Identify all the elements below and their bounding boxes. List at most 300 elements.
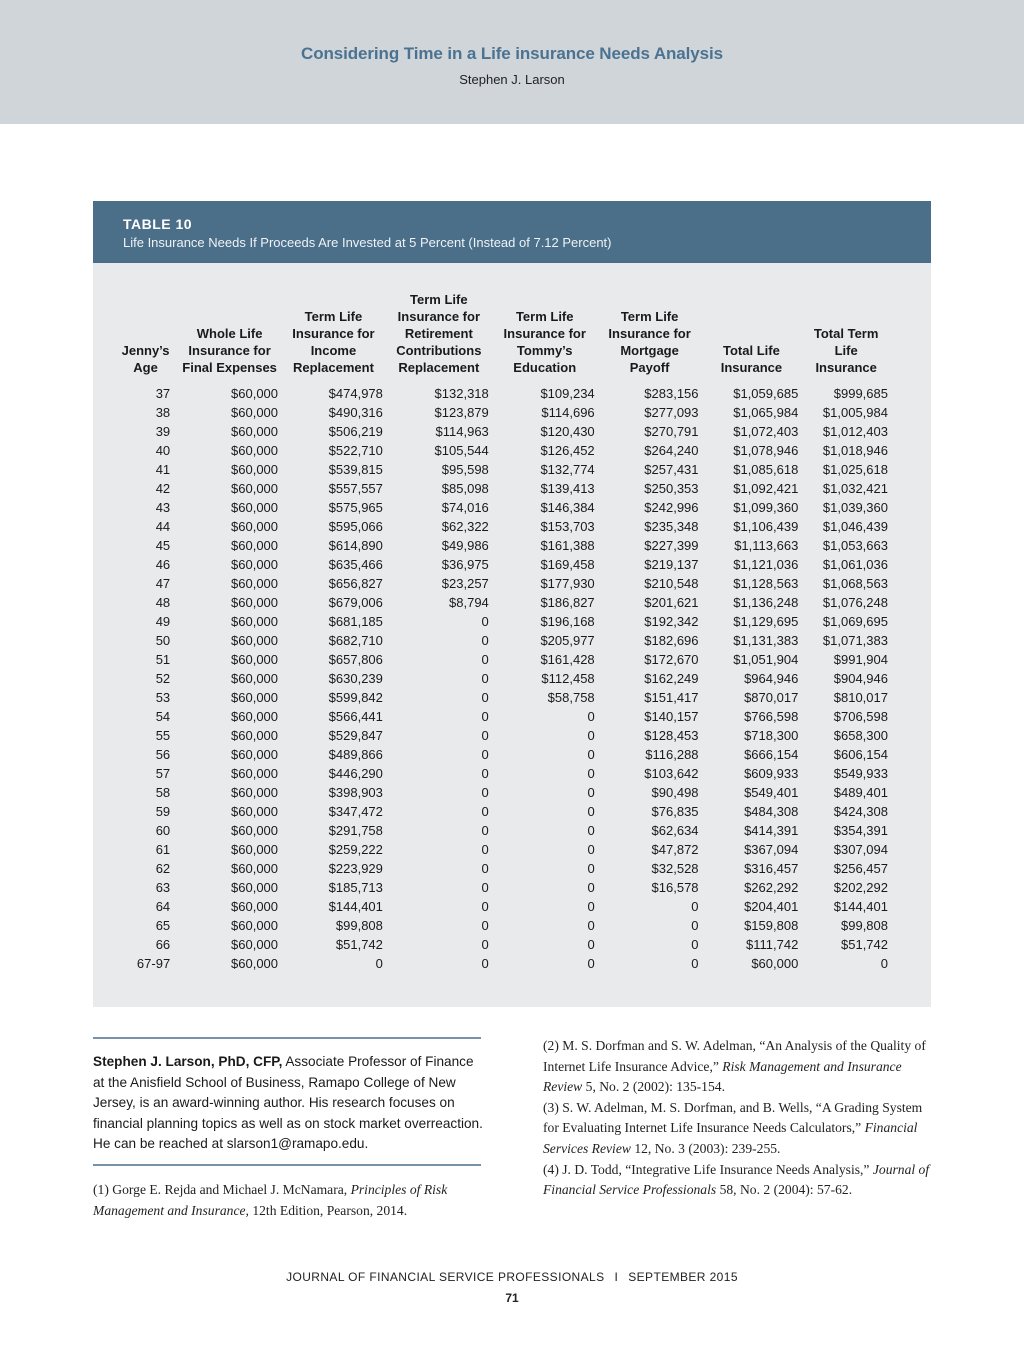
table-cell: $1,078,946 bbox=[733, 443, 799, 458]
table-cell: $256,457 bbox=[833, 861, 888, 876]
table-cell: $259,222 bbox=[328, 842, 383, 857]
table-cell: $1,065,984 bbox=[733, 405, 799, 420]
table-cell: $120,430 bbox=[540, 424, 595, 439]
table-cell: $60,000 bbox=[231, 728, 279, 743]
page-footer bbox=[0, 1270, 1024, 1284]
table-cell: 61 bbox=[155, 842, 171, 857]
header-total-life: Total Life Insurance bbox=[720, 343, 783, 375]
table-cell: 0 bbox=[880, 956, 888, 971]
table-cell: $99,808 bbox=[841, 918, 888, 933]
table-cell: 0 bbox=[587, 728, 595, 743]
table-cell: $95,598 bbox=[441, 462, 489, 477]
table-cell: $140,157 bbox=[644, 709, 699, 724]
table-cell: $1,106,439 bbox=[733, 519, 799, 534]
table-cell: 0 bbox=[481, 690, 489, 705]
table-row bbox=[113, 897, 891, 916]
table-cell: $114,696 bbox=[541, 405, 595, 420]
table-cell: $307,094 bbox=[833, 842, 888, 857]
table-cell: $1,046,439 bbox=[822, 519, 888, 534]
table-cell: $51,742 bbox=[335, 937, 383, 952]
article-author: Stephen J. Larson bbox=[459, 72, 565, 87]
table-cell: $114,963 bbox=[435, 424, 489, 439]
table-row bbox=[113, 859, 891, 878]
table-cell: $36,975 bbox=[441, 557, 489, 572]
table-cell: $414,391 bbox=[744, 823, 799, 838]
footer-date: SEPTEMBER 2015 bbox=[628, 1270, 738, 1284]
table-cell: $58,758 bbox=[547, 690, 595, 705]
table-cell: 51 bbox=[155, 652, 171, 667]
table-cell: 0 bbox=[481, 937, 489, 952]
table-row bbox=[113, 403, 891, 422]
table-cell: 0 bbox=[587, 937, 595, 952]
table-cell: $766,598 bbox=[744, 709, 799, 724]
table-cell: $60,000 bbox=[231, 880, 279, 895]
table-cell: $656,827 bbox=[328, 576, 383, 591]
table-cell: 62 bbox=[155, 861, 171, 876]
table-cell: $185,713 bbox=[328, 880, 383, 895]
table-cell: 48 bbox=[155, 595, 171, 610]
table-cell: $657,806 bbox=[328, 652, 383, 667]
table-cell: 40 bbox=[155, 443, 171, 458]
table-cell: $112,458 bbox=[541, 671, 595, 686]
table-cell: $172,670 bbox=[644, 652, 699, 667]
table-cell: $144,401 bbox=[833, 899, 888, 914]
table-cell: 0 bbox=[481, 956, 489, 971]
table-cell: $264,240 bbox=[644, 443, 699, 458]
table-cell: 59 bbox=[155, 804, 171, 819]
table-cell: $1,099,360 bbox=[733, 500, 799, 515]
table-cell: $1,113,663 bbox=[734, 538, 799, 553]
table-cell: $60,000 bbox=[231, 785, 279, 800]
table-cell: 0 bbox=[587, 766, 595, 781]
table-cell: 0 bbox=[587, 785, 595, 800]
table-cell: $223,929 bbox=[328, 861, 383, 876]
table-cell: $1,053,663 bbox=[822, 538, 888, 553]
table-cell: $161,388 bbox=[540, 538, 595, 553]
table-cell: $202,292 bbox=[833, 880, 888, 895]
table-cell: 44 bbox=[155, 519, 171, 534]
table-row bbox=[113, 726, 891, 745]
table-cell: 0 bbox=[481, 614, 489, 629]
table-cell: 0 bbox=[691, 899, 699, 914]
table-cell: $60,000 bbox=[231, 899, 279, 914]
table-cell: 60 bbox=[155, 823, 171, 838]
table-header-row bbox=[113, 291, 891, 384]
table-cell: $424,308 bbox=[833, 804, 888, 819]
table-cell: $718,300 bbox=[744, 728, 799, 743]
table-cell: $575,965 bbox=[328, 500, 383, 515]
table-row bbox=[113, 460, 891, 479]
reference-3: (3) S. W. Adelman, M. S. Dorfman, and B. Wells, “A Grading System for Evaluating Internet Life Insurance Needs Calculators,” Financial Services Review 12, No. 3 (2003): 239-255. bbox=[543, 1099, 923, 1156]
table-cell: $1,025,618 bbox=[822, 462, 888, 477]
table-cell: $76,835 bbox=[651, 804, 699, 819]
table-cell: 43 bbox=[155, 500, 171, 515]
table-cell: 0 bbox=[481, 747, 489, 762]
header-income-replacement: Term Life Insurance for Income Replacement bbox=[292, 309, 375, 375]
table-cell: 0 bbox=[481, 918, 489, 933]
table-row bbox=[113, 764, 891, 783]
table-cell: $60,000 bbox=[231, 557, 279, 572]
table-cell: $1,069,695 bbox=[822, 614, 888, 629]
table-cell: 0 bbox=[691, 956, 699, 971]
table-cell: $316,457 bbox=[744, 861, 799, 876]
table-cell: 49 bbox=[155, 614, 171, 629]
table-cell: $1,072,403 bbox=[733, 424, 799, 439]
bio-top-rule bbox=[93, 1037, 481, 1039]
table-cell: 55 bbox=[155, 728, 171, 743]
table-cell: 53 bbox=[155, 690, 171, 705]
table-cell: $277,093 bbox=[644, 405, 699, 420]
table-cell: $1,068,563 bbox=[822, 576, 888, 591]
table-cell: $367,094 bbox=[744, 842, 799, 857]
table-cell: $1,092,421 bbox=[733, 481, 799, 496]
table-row bbox=[113, 498, 891, 517]
table-label: TABLE 10 bbox=[123, 216, 193, 232]
table-cell: $99,808 bbox=[335, 918, 383, 933]
table-row bbox=[113, 422, 891, 441]
table-cell: $109,234 bbox=[540, 386, 595, 401]
header-age: Jenny’s Age bbox=[121, 343, 170, 375]
table-cell: $549,401 bbox=[744, 785, 799, 800]
table-cell: $870,017 bbox=[744, 690, 799, 705]
table-cell: $123,879 bbox=[434, 405, 489, 420]
bio-name: Stephen J. Larson, PhD, CFP, bbox=[93, 1054, 283, 1069]
table-cell: $60,000 bbox=[231, 443, 279, 458]
table-row bbox=[113, 441, 891, 460]
table-cell: $609,933 bbox=[744, 766, 799, 781]
table-cell: $354,391 bbox=[833, 823, 888, 838]
table-row bbox=[113, 650, 891, 669]
table-cell: $681,185 bbox=[328, 614, 383, 629]
footer-journal: JOURNAL OF FINANCIAL SERVICE PROFESSIONALS bbox=[286, 1270, 605, 1284]
table-cell: $489,401 bbox=[833, 785, 888, 800]
table-row bbox=[113, 555, 891, 574]
table-cell: $62,634 bbox=[651, 823, 699, 838]
table-cell: 63 bbox=[155, 880, 171, 895]
table-cell: $177,930 bbox=[540, 576, 595, 591]
table-row bbox=[113, 669, 891, 688]
table-cell: 0 bbox=[481, 861, 489, 876]
table-cell: $1,051,904 bbox=[733, 652, 799, 667]
table-row bbox=[113, 612, 891, 631]
table-cell: $1,129,695 bbox=[733, 614, 799, 629]
table-cell: 58 bbox=[155, 785, 171, 800]
table-cell: $60,000 bbox=[231, 804, 279, 819]
table-cell: $161,428 bbox=[540, 652, 595, 667]
table-cell: 0 bbox=[587, 861, 595, 876]
table-cell: $196,168 bbox=[540, 614, 595, 629]
table-cell: 0 bbox=[481, 823, 489, 838]
table-cell: $257,431 bbox=[644, 462, 699, 477]
page-number: 71 bbox=[505, 1291, 519, 1305]
table-cell: 50 bbox=[155, 633, 171, 648]
table-cell: $250,353 bbox=[644, 481, 699, 496]
table-cell: 54 bbox=[155, 709, 171, 724]
table-cell: $549,933 bbox=[833, 766, 888, 781]
table-row bbox=[113, 593, 891, 612]
table-cell: $1,076,248 bbox=[822, 595, 888, 610]
table-cell: $60,000 bbox=[231, 576, 279, 591]
table-cell: $219,137 bbox=[644, 557, 699, 572]
table-cell: $1,128,563 bbox=[733, 576, 799, 591]
table-cell: $60,000 bbox=[751, 956, 799, 971]
table-cell: 0 bbox=[481, 785, 489, 800]
table-cell: $60,000 bbox=[231, 519, 279, 534]
table-cell: 42 bbox=[155, 481, 171, 496]
table-cell: $60,000 bbox=[231, 424, 279, 439]
table-cell: 0 bbox=[481, 652, 489, 667]
table-row bbox=[113, 783, 891, 802]
table-row bbox=[113, 878, 891, 897]
table-cell: 0 bbox=[587, 709, 595, 724]
table-cell: $398,903 bbox=[328, 785, 383, 800]
table-cell: $60,000 bbox=[231, 671, 279, 686]
table-row bbox=[113, 745, 891, 764]
table-cell: $270,791 bbox=[644, 424, 699, 439]
table-cell: $85,098 bbox=[441, 481, 489, 496]
table-row bbox=[113, 840, 891, 859]
life-insurance-needs-table bbox=[113, 291, 891, 973]
references-right-column bbox=[543, 1036, 935, 1201]
table-cell: $1,085,618 bbox=[733, 462, 799, 477]
table-cell: $60,000 bbox=[231, 595, 279, 610]
reference-1: (1) Gorge E. Rejda and Michael J. McNamara, Principles of Risk Management and Insurance, 12th Edition, Pearson, 2014. bbox=[93, 1182, 448, 1218]
table-cell: $606,154 bbox=[833, 747, 888, 762]
table-cell: $162,249 bbox=[644, 671, 699, 686]
table-cell: $105,544 bbox=[434, 443, 489, 458]
table-cell: 0 bbox=[481, 804, 489, 819]
table-cell: $60,000 bbox=[231, 652, 279, 667]
table-cell: $60,000 bbox=[231, 633, 279, 648]
reference-4: (4) J. D. Todd, “Integrative Life Insurance Needs Analysis,” Journal of Financial Service Professionals 58, No. 2 (2004): 57-62. bbox=[543, 1161, 930, 1198]
bio-bottom-rule bbox=[93, 1164, 481, 1166]
table-cell: $126,452 bbox=[540, 443, 595, 458]
table-cell: 0 bbox=[691, 937, 699, 952]
table-cell: $484,308 bbox=[744, 804, 799, 819]
table-cell: 65 bbox=[155, 918, 171, 933]
table-cell: $666,154 bbox=[744, 747, 799, 762]
table-cell: $32,528 bbox=[651, 861, 699, 876]
author-bio bbox=[93, 1052, 483, 1155]
table-cell: $599,842 bbox=[328, 690, 383, 705]
table-cell: $1,018,946 bbox=[822, 443, 888, 458]
table-cell: $60,000 bbox=[231, 937, 279, 952]
table-cell: $489,866 bbox=[328, 747, 383, 762]
table-title-bar bbox=[93, 201, 931, 263]
table-cell: $132,774 bbox=[540, 462, 595, 477]
table-cell: $201,621 bbox=[644, 595, 699, 610]
running-header bbox=[0, 0, 1024, 124]
table-cell: 57 bbox=[155, 766, 171, 781]
header-mortgage-payoff: Term Life Insurance for Mortgage Payoff bbox=[608, 309, 691, 375]
table-cell: $153,703 bbox=[540, 519, 595, 534]
table-caption: Life Insurance Needs If Proceeds Are Invested at 5 Percent (Instead of 7.12 Percent) bbox=[123, 235, 612, 250]
table-row bbox=[113, 631, 891, 650]
bio-text: Associate Professor of Finance at the Anisfield School of Business, Ramapo College of New Jersey, is an award-winning author. His research focuses on financial planning topics as well as on stock market overreaction. He can be reached at slarson1@ramapo.edu. bbox=[93, 1054, 483, 1152]
article-title: Considering Time in a Life insurance Needs Analysis bbox=[301, 44, 723, 63]
table-cell: 64 bbox=[155, 899, 171, 914]
table-cell: $904,946 bbox=[833, 671, 888, 686]
table-cell: 0 bbox=[481, 671, 489, 686]
table-cell: $60,000 bbox=[231, 918, 279, 933]
table-row bbox=[113, 916, 891, 935]
table-cell: $227,399 bbox=[644, 538, 699, 553]
table-cell: 0 bbox=[587, 804, 595, 819]
table-cell: $205,977 bbox=[540, 633, 595, 648]
table-cell: 0 bbox=[481, 766, 489, 781]
header-whole-life: Whole Life Insurance for Final Expenses bbox=[182, 326, 277, 375]
table-cell: $1,059,685 bbox=[733, 386, 799, 401]
table-cell: 67-97 bbox=[136, 956, 171, 971]
table-cell: $1,039,360 bbox=[822, 500, 888, 515]
footer-separator: I bbox=[614, 1270, 619, 1284]
table-cell: 47 bbox=[155, 576, 171, 591]
table-cell: $242,996 bbox=[644, 500, 699, 515]
table-cell: 0 bbox=[587, 880, 595, 895]
table-cell: $490,316 bbox=[328, 405, 383, 420]
table-cell: 0 bbox=[481, 633, 489, 648]
table-cell: $566,441 bbox=[328, 709, 383, 724]
table-cell: $204,401 bbox=[744, 899, 799, 914]
table-cell: $23,257 bbox=[441, 576, 489, 591]
table-cell: $291,758 bbox=[328, 823, 383, 838]
table-cell: $60,000 bbox=[231, 405, 279, 420]
table-cell: $283,156 bbox=[644, 386, 699, 401]
table-cell: 66 bbox=[155, 937, 171, 952]
table-cell: 0 bbox=[481, 899, 489, 914]
table-cell: $635,466 bbox=[328, 557, 383, 572]
table-cell: 45 bbox=[155, 538, 171, 553]
table-cell: $682,710 bbox=[328, 633, 383, 648]
table-row bbox=[113, 707, 891, 726]
table-cell: 0 bbox=[481, 728, 489, 743]
table-cell: $60,000 bbox=[231, 842, 279, 857]
table-cell: $235,348 bbox=[644, 519, 699, 534]
table-cell: $139,413 bbox=[540, 481, 595, 496]
table-cell: $47,872 bbox=[651, 842, 699, 857]
table-cell: 0 bbox=[481, 880, 489, 895]
table-cell: $1,136,248 bbox=[733, 595, 799, 610]
reference-2: (2) M. S. Dorfman and S. W. Adelman, “An Analysis of the Quality of Internet Life Insurance Advice,” Risk Management and Insurance Review 5, No. 2 (2002): 135-154. bbox=[543, 1038, 926, 1095]
table-row bbox=[113, 688, 891, 707]
table-cell: 0 bbox=[481, 842, 489, 857]
table-cell: $1,005,984 bbox=[822, 405, 888, 420]
table-cell: 0 bbox=[375, 956, 383, 971]
table-cell: $630,239 bbox=[328, 671, 383, 686]
table-cell: $522,710 bbox=[328, 443, 383, 458]
table-cell: $182,696 bbox=[644, 633, 699, 648]
table-cell: $60,000 bbox=[231, 481, 279, 496]
table-row bbox=[113, 954, 891, 973]
header-total-term: Total Term Life Insurance bbox=[813, 326, 879, 375]
table-cell: $1,061,036 bbox=[822, 557, 888, 572]
table-cell: $192,342 bbox=[644, 614, 699, 629]
table-cell: $60,000 bbox=[231, 861, 279, 876]
table-cell: $132,318 bbox=[434, 386, 489, 401]
table-row bbox=[113, 384, 891, 403]
table-cell: 0 bbox=[587, 842, 595, 857]
table-cell: $539,815 bbox=[328, 462, 383, 477]
table-cell: $186,827 bbox=[540, 595, 595, 610]
table-row bbox=[113, 574, 891, 593]
table-cell: 0 bbox=[587, 918, 595, 933]
table-row bbox=[113, 821, 891, 840]
table-cell: $146,384 bbox=[540, 500, 595, 515]
table-cell: $169,458 bbox=[540, 557, 595, 572]
table-cell: 0 bbox=[587, 956, 595, 971]
table-cell: $60,000 bbox=[231, 709, 279, 724]
header-retirement-contributions: Term Life Insurance for Retirement Contributions Replacement bbox=[396, 292, 482, 375]
table-cell: $8,794 bbox=[449, 595, 489, 610]
table-cell: $144,401 bbox=[328, 899, 383, 914]
table-cell: $474,978 bbox=[328, 386, 383, 401]
table-cell: 56 bbox=[155, 747, 171, 762]
table-row bbox=[113, 802, 891, 821]
table-cell: $1,071,383 bbox=[822, 633, 888, 648]
table-cell: 52 bbox=[155, 671, 171, 686]
table-row bbox=[113, 517, 891, 536]
table-cell: $991,904 bbox=[833, 652, 888, 667]
table-cell: $1,121,036 bbox=[733, 557, 799, 572]
table-cell: $446,290 bbox=[328, 766, 383, 781]
header-education: Term Life Insurance for Tommy’s Education bbox=[503, 309, 586, 375]
table-cell: 0 bbox=[481, 709, 489, 724]
table-body-rows bbox=[113, 384, 891, 973]
table-cell: $557,557 bbox=[328, 481, 383, 496]
table-cell: 0 bbox=[587, 823, 595, 838]
table-cell: $347,472 bbox=[328, 804, 383, 819]
table-cell: $1,032,421 bbox=[822, 481, 888, 496]
table-cell: $74,016 bbox=[441, 500, 489, 515]
table-cell: $51,742 bbox=[841, 937, 888, 952]
table-cell: 39 bbox=[155, 424, 171, 439]
table-row bbox=[113, 536, 891, 555]
table-cell: $60,000 bbox=[231, 500, 279, 515]
table-cell: $60,000 bbox=[231, 690, 279, 705]
table-cell: $60,000 bbox=[231, 766, 279, 781]
table-cell: $111,742 bbox=[746, 937, 799, 952]
table-cell: $116,288 bbox=[645, 747, 699, 762]
table-cell: $706,598 bbox=[833, 709, 888, 724]
table-cell: 41 bbox=[155, 462, 171, 477]
table-cell: $658,300 bbox=[833, 728, 888, 743]
table-cell: $60,000 bbox=[231, 386, 279, 401]
table-row bbox=[113, 479, 891, 498]
table-cell: $128,453 bbox=[644, 728, 699, 743]
table-cell: $62,322 bbox=[441, 519, 489, 534]
table-cell: $90,498 bbox=[651, 785, 699, 800]
table-cell: $262,292 bbox=[744, 880, 799, 895]
table-cell: $810,017 bbox=[833, 690, 888, 705]
table-cell: $60,000 bbox=[231, 956, 279, 971]
table-cell: $60,000 bbox=[231, 747, 279, 762]
table-cell: $1,012,403 bbox=[822, 424, 888, 439]
table-cell: $614,890 bbox=[328, 538, 383, 553]
table-cell: $151,417 bbox=[644, 690, 699, 705]
table-cell: $964,946 bbox=[744, 671, 799, 686]
table-cell: $60,000 bbox=[231, 538, 279, 553]
table-row bbox=[113, 935, 891, 954]
table-panel bbox=[93, 263, 931, 1007]
table-cell: $595,066 bbox=[328, 519, 383, 534]
table-cell: $506,219 bbox=[328, 424, 383, 439]
table-cell: $1,131,383 bbox=[733, 633, 799, 648]
table-cell: 38 bbox=[155, 405, 171, 420]
table-cell: $159,808 bbox=[744, 918, 799, 933]
table-cell: 46 bbox=[155, 557, 171, 572]
table-cell: $60,000 bbox=[231, 823, 279, 838]
table-cell: $999,685 bbox=[833, 386, 888, 401]
